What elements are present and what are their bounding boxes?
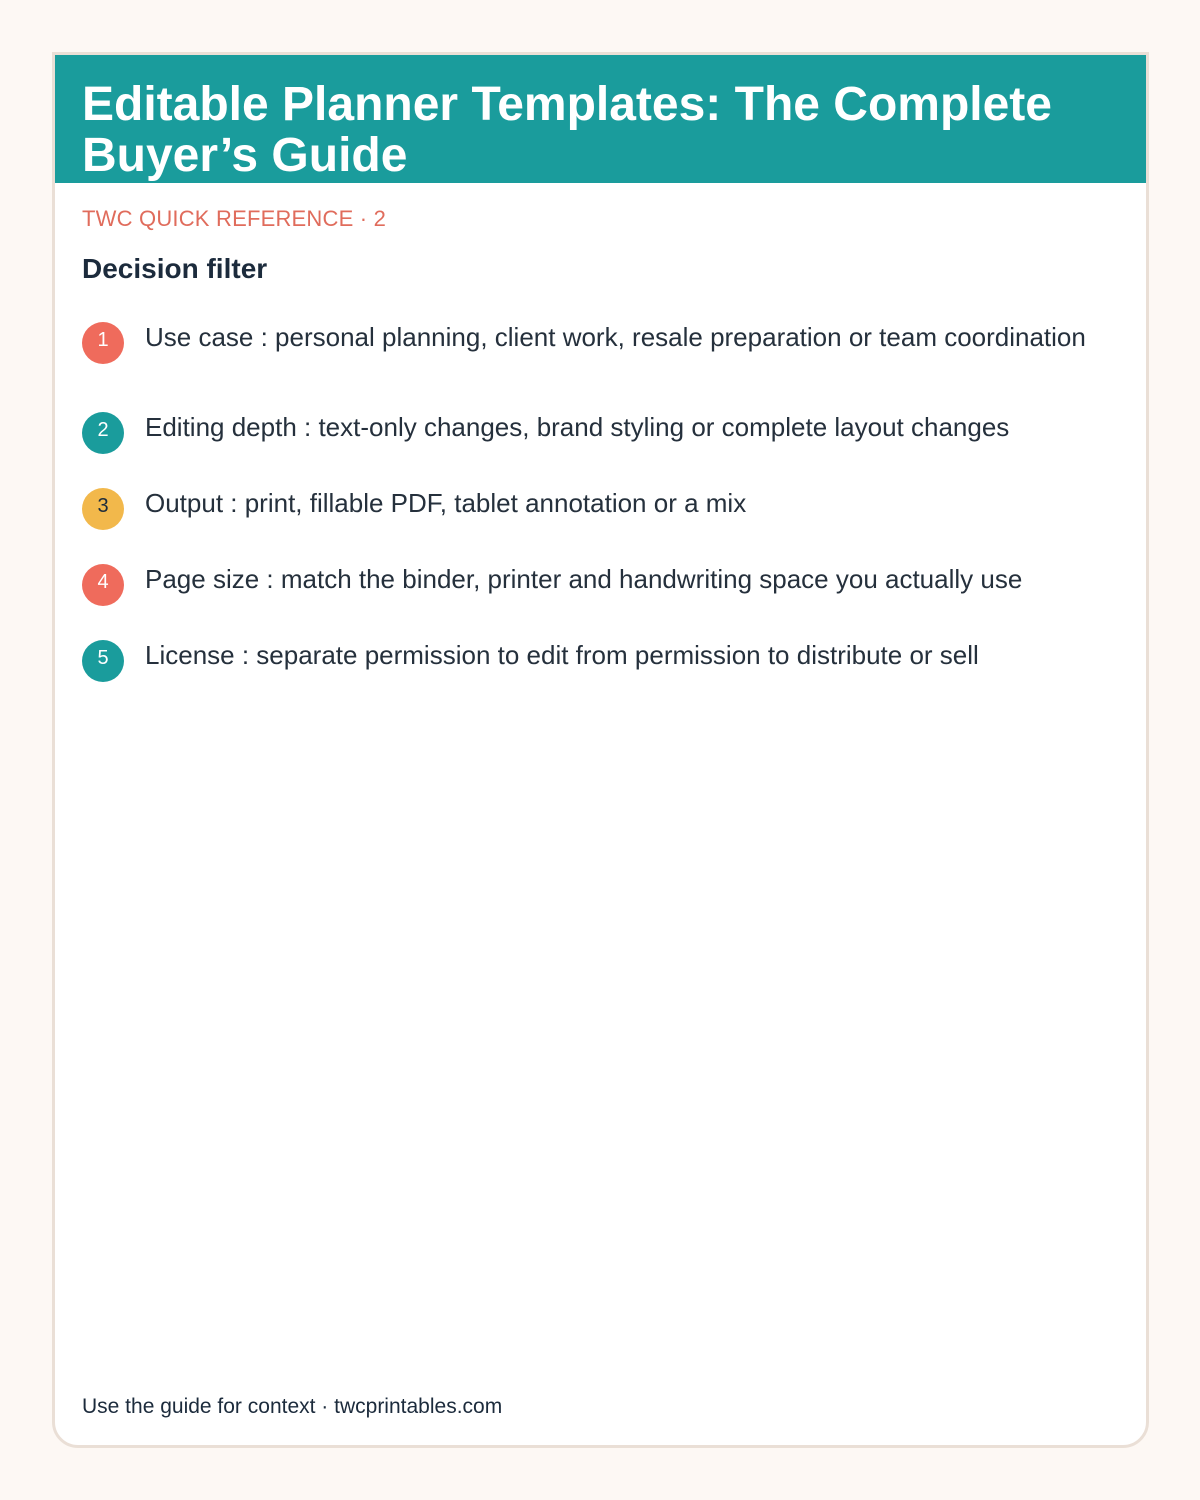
- number-badge: 2: [82, 412, 124, 454]
- section-title: Decision filter: [82, 253, 268, 284]
- quick-reference-label: TWC QUICK REFERENCE · 2: [82, 206, 387, 231]
- page-title: Editable Planner Templates: The Complete Buyer’s Guide: [82, 78, 1052, 182]
- header-banner: [52, 52, 1149, 183]
- guide-card: [52, 52, 1149, 1448]
- list-item-text: Page size : match the binder, printer and handwriting space you actually use: [145, 564, 1023, 594]
- number-badge: 4: [82, 564, 124, 606]
- footer-note: Use the guide for context · twcprintables.com: [82, 1395, 503, 1418]
- list-item-text: Output : print, fillable PDF, tablet annotation or a mix: [145, 488, 747, 518]
- list-item-text: Editing depth : text-only changes, brand styling or complete layout changes: [145, 412, 1010, 442]
- number-badge: 1: [82, 322, 124, 364]
- list-item-text: Use case : personal planning, client work, resale preparation or team coordination: [145, 322, 1086, 352]
- list-item-text: License : separate permission to edit from permission to distribute or sell: [145, 640, 979, 670]
- number-badge: 5: [82, 640, 124, 682]
- number-badge: 3: [82, 488, 124, 530]
